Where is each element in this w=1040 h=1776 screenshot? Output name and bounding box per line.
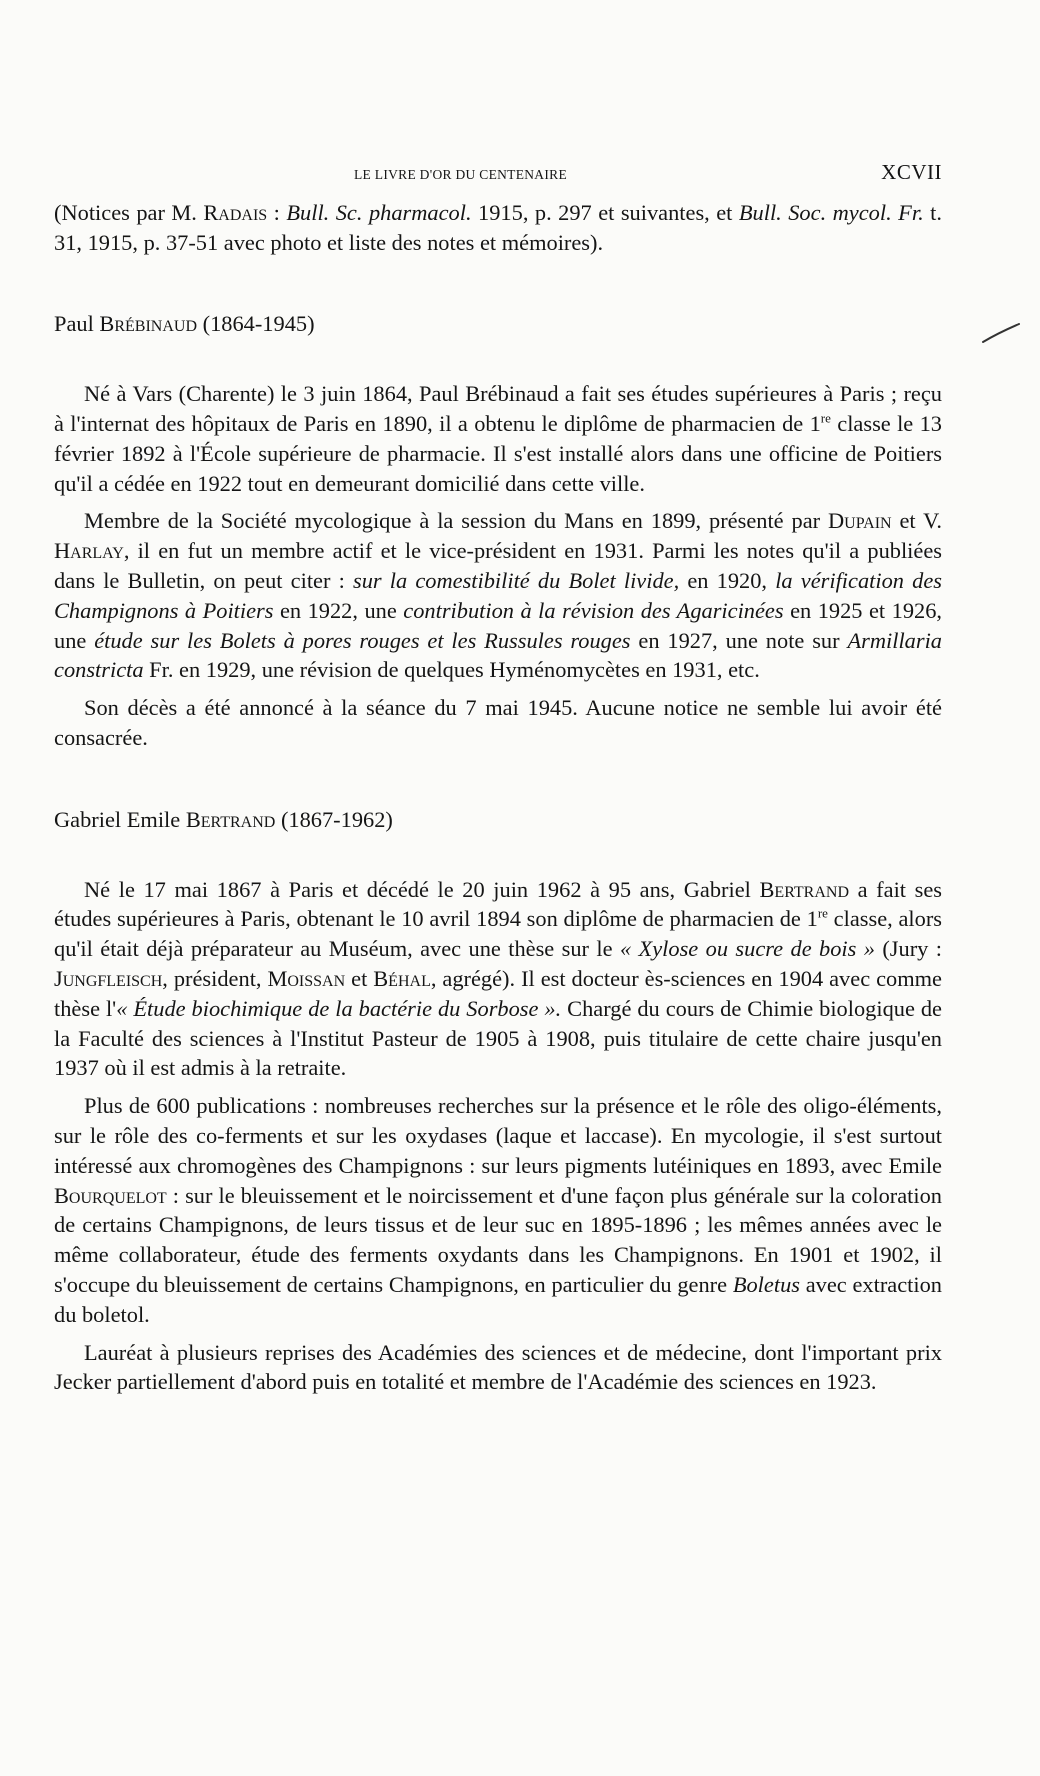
- paragraph: Son décès a été annoncé à la séance du 7 mai 1945. Aucune notice ne semble lui avoir été consacrée.: [54, 695, 942, 750]
- paragraph: Lauréat à plusieurs reprises des Académies des sciences et de médecine, dont l'important prix Jecker partiellement d'abord puis en totalité et membre de l'Académie des sciences en 1923.: [54, 1339, 942, 1395]
- paragraph: Né à Vars (Charente) le 3 juin 1864, Paul Brébinaud a fait ses études supérieures à Paris ; reçu à l'internat des hôpitaux de Paris en 1890, il a obtenu le diplôme de pharmacien de 1re classe le 13 février 1892 à l'École supérieure de pharmacie. Il s'est installé alors dans une officine de Poitiers qu'il a cédée en 1922 tout en demeurant domicilié dans cette ville.: [54, 381, 942, 496]
- notice-reference: (Notices par M. Radais : Bull. Sc. pharmacol. 1915, p. 297 et suivantes, et Bull. Soc. mycol. Fr. t. 31, 1915, p. 37-51 avec photo et liste des notes et mémoires).: [54, 199, 942, 255]
- author-name: Radais: [203, 199, 268, 225]
- paragraph: Plus de 600 publications : nombreuses recherches sur la présence et le rôle des oligo-éléments, sur le rôle des co-ferments et sur les oxydases (laque et laccase). En mycologie, il s'est surtout intéressé aux chromogènes des Champignons : sur leurs pigments lutéiniques en 1893, avec Emile Bourquelot : sur le bleuissement et le noircissement et d'une façon plus générale sur la coloration de certains Champignons, de leurs tissus et de leur suc en 1895-1896 ; les mêmes années avec le même collaborateur, étude des ferments oxydants dans les Champignons. En 1901 et 1902, il s'occupe du bleuissement de certains Champignons, en particulier du genre Boletus avec extraction du boletol.: [54, 1093, 942, 1327]
- section-heading-brebinaud: Paul Brébinaud (1864-1945): [54, 311, 315, 337]
- journal-title: Bull. Sc. pharmacol.: [286, 199, 472, 225]
- journal-title: Bull. Soc. mycol. Fr.: [738, 199, 924, 225]
- running-title: LE LIVRE D'OR DU CENTENAIRE: [354, 167, 568, 182]
- page-header: [54, 158, 942, 190]
- section-heading-bertrand: Gabriel Emile Bertrand (1867-1962): [54, 806, 393, 832]
- paragraph: Né le 17 mai 1867 à Paris et décédé le 20 juin 1962 à 95 ans, Gabriel Bertrand a fait ses études supérieures à Paris, obtenant le 10 avril 1894 son diplôme de pharmacien de 1re classe, alors qu'il était déjà préparateur au Muséum, avec une thèse sur le « Xylose ou sucre de bois » (Jury : Jungfleisch, président, Moissan et Béhal, agrégé). Il est docteur ès-sciences en 1904 avec comme thèse l'« Étude biochimique de la bactérie du Sorbose ». Chargé du cours de Chimie biologique de la Faculté des sciences à l'Institut Pasteur de 1905 à 1908, puis titulaire de cette chaire jusqu'en 1937 où il est admis à la retraite.: [54, 876, 943, 1081]
- page-number: XCVII: [881, 160, 942, 184]
- pencil-tick-mark: [981, 322, 1021, 346]
- page-body: [54, 158, 942, 1397]
- paragraph: Membre de la Société mycologique à la session du Mans en 1899, présenté par Dupain et V. Harlay, il en fut un membre actif et le vice-président en 1931. Parmi les notes qu'il a publiées dans le Bulletin, on peut citer : sur la comestibilité du Bolet livide, en 1920, la vérification des Champignons à Poitiers en 1922, une contribution à la révision des Agaricinées en 1925 et 1926, une étude sur les Bolets à pores rouges et les Russules rouges en 1927, une note sur Armillaria constricta Fr. en 1929, une révision de quelques Hyménomycètes en 1931, etc.: [54, 508, 943, 683]
